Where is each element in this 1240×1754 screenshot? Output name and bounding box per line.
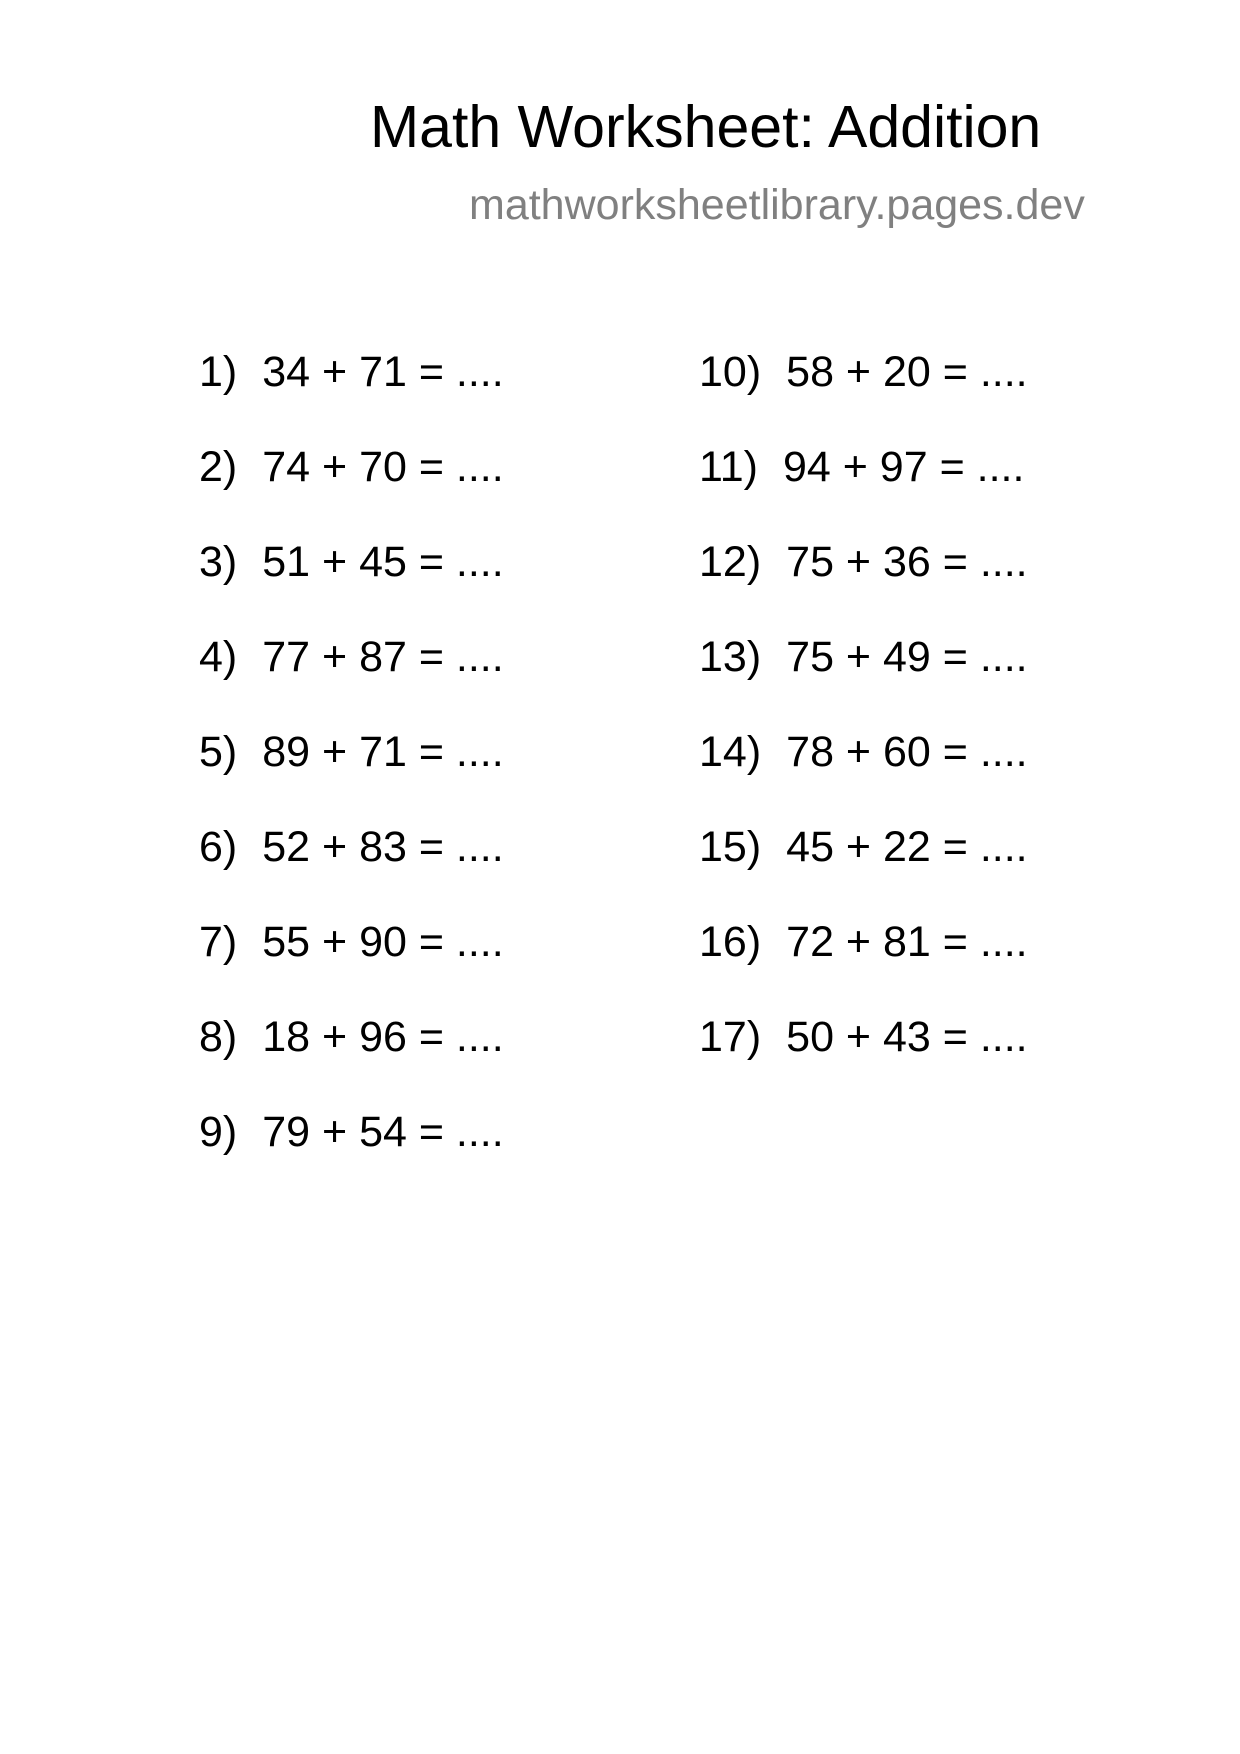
problem-expression: 74 + 70 = ....: [262, 443, 504, 491]
problem-number: 3): [199, 538, 238, 586]
problem-item: [199, 1013, 504, 1111]
problem-item: [699, 633, 1028, 731]
page-title: Math Worksheet: Addition: [370, 94, 1042, 160]
problem-number: 16): [699, 918, 762, 966]
problem-expression: 55 + 90 = ....: [262, 918, 504, 966]
problem-number: 8): [199, 1013, 238, 1061]
problem-item: [199, 443, 504, 541]
problem-number: 14): [699, 728, 762, 776]
problem-expression: 52 + 83 = ....: [262, 823, 504, 871]
problem-item: [199, 918, 504, 1016]
problem-expression: 58 + 20 = ....: [786, 348, 1028, 396]
problem-expression: 94 + 97 = ....: [782, 443, 1025, 491]
problem-item: [199, 633, 504, 731]
problem-item: [699, 728, 1028, 826]
problem-item: [699, 918, 1028, 1016]
problem-list-right: [699, 348, 1028, 1111]
problem-item: [199, 1108, 504, 1206]
problem-number: 2): [199, 443, 238, 491]
problem-expression: 78 + 60 = ....: [786, 728, 1028, 776]
problem-expression: 18 + 96 = ....: [262, 1013, 504, 1061]
problem-item: [699, 348, 1028, 446]
problem-expression: 72 + 81 = ....: [786, 918, 1028, 966]
problem-expression: 51 + 45 = ....: [262, 538, 504, 586]
problem-number: 17): [699, 1013, 762, 1061]
source-url: mathworksheetlibrary.pages.dev: [469, 181, 1085, 229]
problem-number: 1): [199, 348, 238, 396]
problem-item: [199, 348, 504, 446]
problem-expression: 77 + 87 = ....: [262, 633, 504, 681]
problem-item: [199, 823, 504, 921]
problem-number: 9): [199, 1108, 238, 1156]
problem-item: [199, 538, 504, 636]
problem-number: 4): [199, 633, 238, 681]
problem-expression: 79 + 54 = ....: [262, 1108, 504, 1156]
problem-number: 13): [699, 633, 762, 681]
problem-item: [699, 443, 1028, 541]
problem-item: [699, 1013, 1028, 1111]
problem-list-left: [199, 348, 504, 1206]
problem-expression: 34 + 71 = ....: [262, 348, 504, 396]
problem-expression: 89 + 71 = ....: [262, 728, 504, 776]
problem-item: [699, 538, 1028, 636]
problem-number: 7): [199, 918, 238, 966]
problem-number: 15): [699, 823, 762, 871]
problem-number: 11): [699, 443, 758, 491]
problem-number: 10): [699, 348, 762, 396]
problem-expression: 75 + 49 = ....: [786, 633, 1028, 681]
problem-expression: 45 + 22 = ....: [786, 823, 1028, 871]
problem-number: 12): [699, 538, 762, 586]
problem-number: 5): [199, 728, 238, 776]
problem-expression: 75 + 36 = ....: [786, 538, 1028, 586]
problem-number: 6): [199, 823, 238, 871]
problem-item: [699, 823, 1028, 921]
problem-item: [199, 728, 504, 826]
problem-expression: 50 + 43 = ....: [786, 1013, 1028, 1061]
